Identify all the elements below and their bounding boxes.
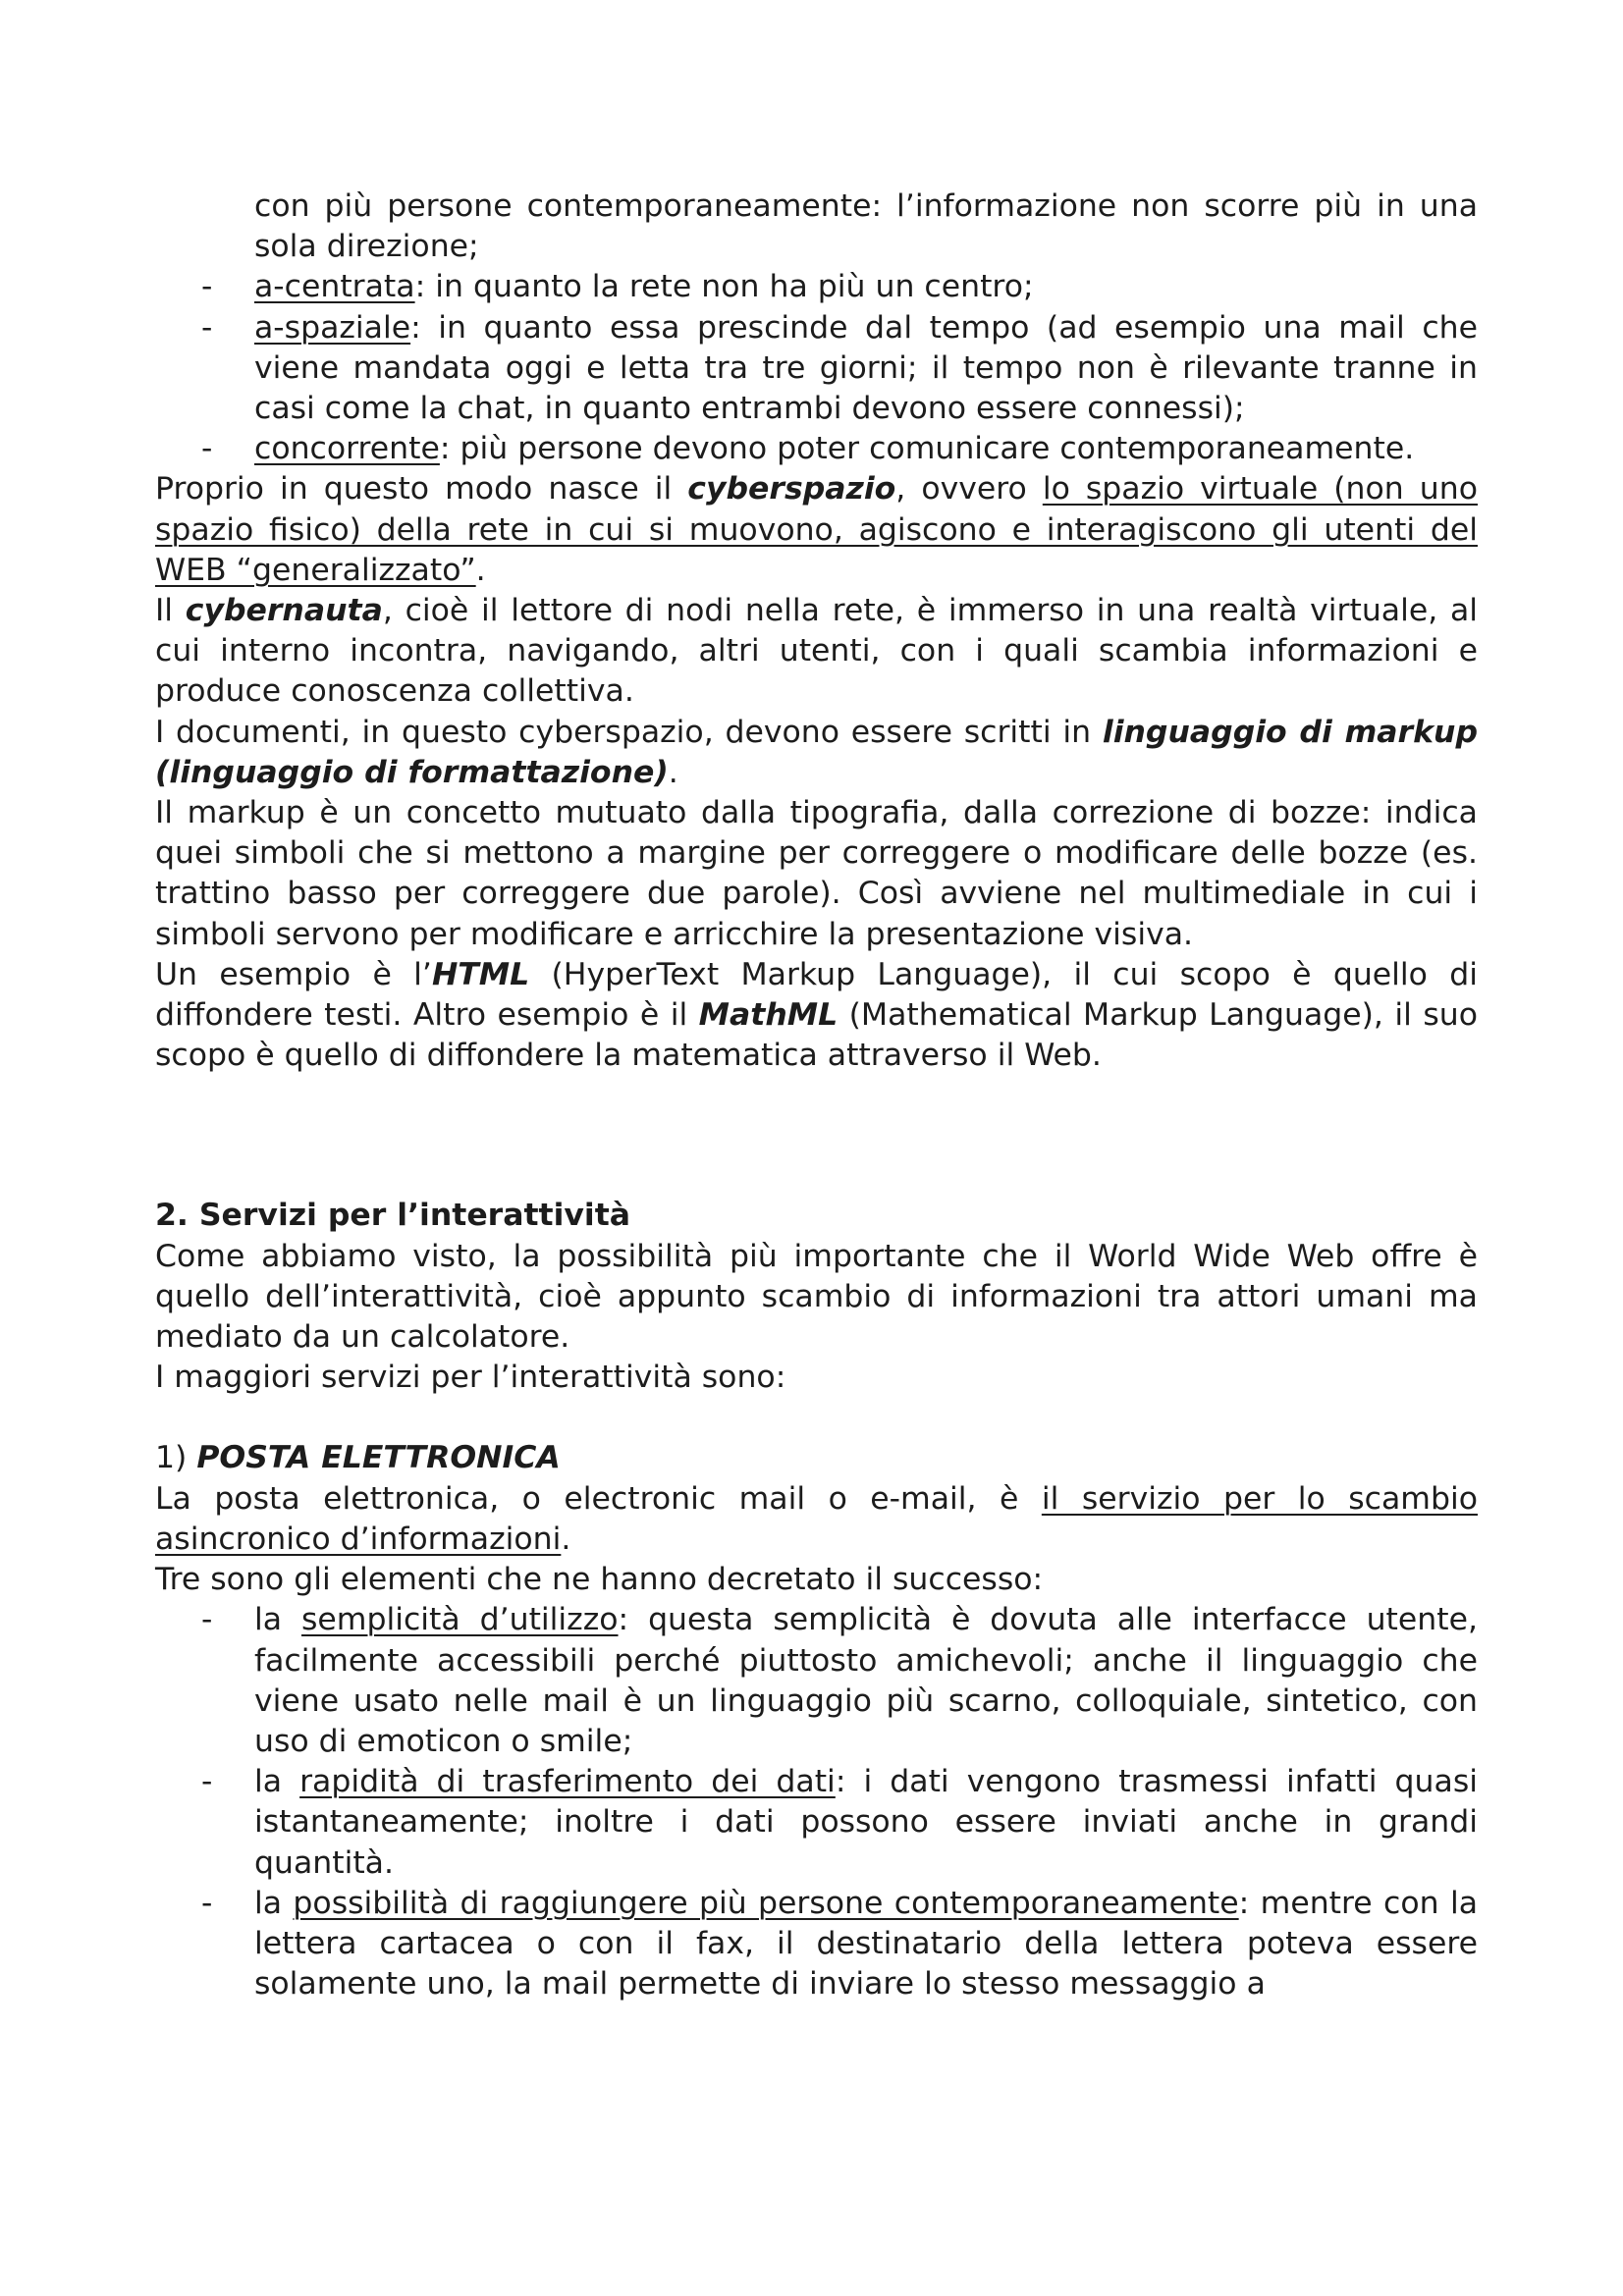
list-term: semplicità d’utilizzo [300, 1602, 619, 1638]
list-text: : i dati vengono trasmessi infatti quasi istantaneamente; inoltre i dati possono essere inviati anche in grandi quantità. [254, 1764, 1478, 1881]
list-continuation: con più persone contemporaneamente: l’informazione non scorre più in una sola direzione; [254, 188, 1478, 265]
paragraph-examples: Un esempio è l’HTML (HyperText Markup Language), il cui scopo è quello di diffondere testi. Altro esempio è il MathML (Mathematical Markup Language), il suo scopo è quello di diffondere la matematica attraverso il Web. [155, 956, 1478, 1074]
list-dash: - [201, 1764, 213, 1800]
list-text: : mentre con la lettera cartacea o con il fax, il destinatario della lettera poteva essere solamente uno, la mail permette di inviare lo stesso messaggio a [254, 1885, 1478, 2002]
list-dash: - [201, 309, 213, 346]
list-text: : in quanto la rete non ha più un centro; [414, 269, 1034, 305]
list-item [155, 267, 1478, 307]
paragraph-section-intro: Come abbiamo visto, la possibilità più importante che il World Wide Web offre è quello dell’interattività, cioè appunto scambio di informazioni tra attori umani ma mediato da un calcolatore. [155, 1238, 1478, 1356]
subsection-title: POSTA ELETTRONICA [196, 1440, 561, 1476]
spacer [155, 1398, 1478, 1438]
paragraph-tre: Tre sono gli elementi che ne hanno decretato il successo: [155, 1562, 1044, 1598]
document-page [155, 187, 1478, 2004]
list-dash: - [201, 269, 213, 305]
paragraph-cybernauta: Il cybernauta, cioè il lettore di nodi nella rete, è immerso in una realtà virtuale, al cui interno incontra, navigando, altri utenti, con i quali scambia informazioni e produce conoscenza collettiva. [155, 593, 1478, 710]
definition-underlined: il servizio per lo scambio asincronico d’informazioni [155, 1480, 1478, 1557]
list-term: a-centrata [254, 269, 415, 305]
subsection-number: 1) [155, 1440, 197, 1476]
paragraph-cyberspazio: Proprio in questo modo nasce il cyberspazio, ovvero lo spazio virtuale (non uno spazio fisico) della rete in cui si muovono, agiscono e interagiscono gli utenti del WEB “generalizzato”. [155, 471, 1478, 588]
list-term: concorrente [254, 431, 440, 467]
list-item: - la rapidità di trasferimento dei dati: i dati vengono trasmessi infatti quasi istantaneamente; inoltre i dati possono essere inviati anche in grandi quantità. [201, 1764, 1478, 1881]
definition-underlined: lo spazio virtuale (non uno spazio fisico) della rete in cui si muovono, agiscono e interagiscono gli utenti del WEB “generalizzato” [155, 471, 1478, 588]
spacer [155, 1076, 1478, 1196]
list-dash: - [201, 1885, 213, 1921]
list-item [155, 308, 1478, 430]
success-elements-list [155, 1600, 1478, 2004]
term-cybernauta: cybernauta [185, 593, 383, 629]
properties-list [155, 267, 1478, 469]
list-dash: - [201, 431, 213, 467]
list-term: a-spaziale [254, 309, 411, 346]
list-text: : questa semplicità è dovuta alle interfacce utente, facilmente accessibili perché piuttosto amichevoli; anche il linguaggio che viene usato nelle mail è un linguaggio più scarno, colloquiale, sintetico, con uso di emoticon o smile; [254, 1602, 1478, 1759]
section-heading: 2. Servizi per l’interattività [155, 1198, 631, 1234]
paragraph-markup-intro: I documenti, in questo cyberspazio, devono essere scritti in linguaggio di markup (linguaggio di formattazione). [155, 714, 1478, 790]
term-html: HTML [431, 956, 530, 992]
term-mathml: MathML [698, 997, 839, 1034]
list-item: - la possibilità di raggiungere più persone contemporaneamente: mentre con la lettera cartacea o con il fax, il destinatario della lettera poteva essere solamente uno, la mail permette di inviare lo stesso messaggio a [201, 1885, 1478, 2002]
list-term: rapidità di trasferimento dei dati [299, 1764, 836, 1800]
list-item: - la semplicità d’utilizzo: questa semplicità è dovuta alle interfacce utente, facilmente accessibili perché piuttosto amichevoli; anche il linguaggio che viene usato nelle mail è un linguaggio più scarno, colloquiale, sintetico, con uso di emoticon o smile; [201, 1602, 1478, 1759]
subsection-heading [155, 1438, 1478, 1478]
paragraph-services: I maggiori servizi per l’interattività sono: [155, 1360, 786, 1396]
term-cyberspazio: cyberspazio [687, 471, 896, 507]
list-term: possibilità di raggiungere più persone contemporaneamente [293, 1885, 1239, 1921]
list-dash: - [201, 1602, 213, 1638]
term-markup: linguaggio di markup (linguaggio di formattazione) [155, 714, 1478, 790]
list-text: : più persone devono poter comunicare contemporaneamente. [439, 431, 1415, 467]
list-item [155, 429, 1478, 469]
list-text: : in quanto essa prescinde dal tempo (ad esempio una mail che viene mandata oggi e letta tra tre giorni; il tempo non è rilevante tranne in casi come la chat, in quanto entrambi devono essere connessi); [254, 309, 1478, 427]
paragraph-posta: La posta elettronica, o electronic mail o e-mail, è il servizio per lo scambio asincronico d’informazioni. [155, 1480, 1478, 1557]
paragraph-markup-definition: Il markup è un concetto mutuato dalla tipografia, dalla correzione di bozze: indica quei simboli che si mettono a margine per correggere o modificare delle bozze (es. trattino basso per correggere due parole). Così avviene nel multimediale in cui i simboli servono per modificare e arricchire la presentazione visiva. [155, 795, 1478, 952]
